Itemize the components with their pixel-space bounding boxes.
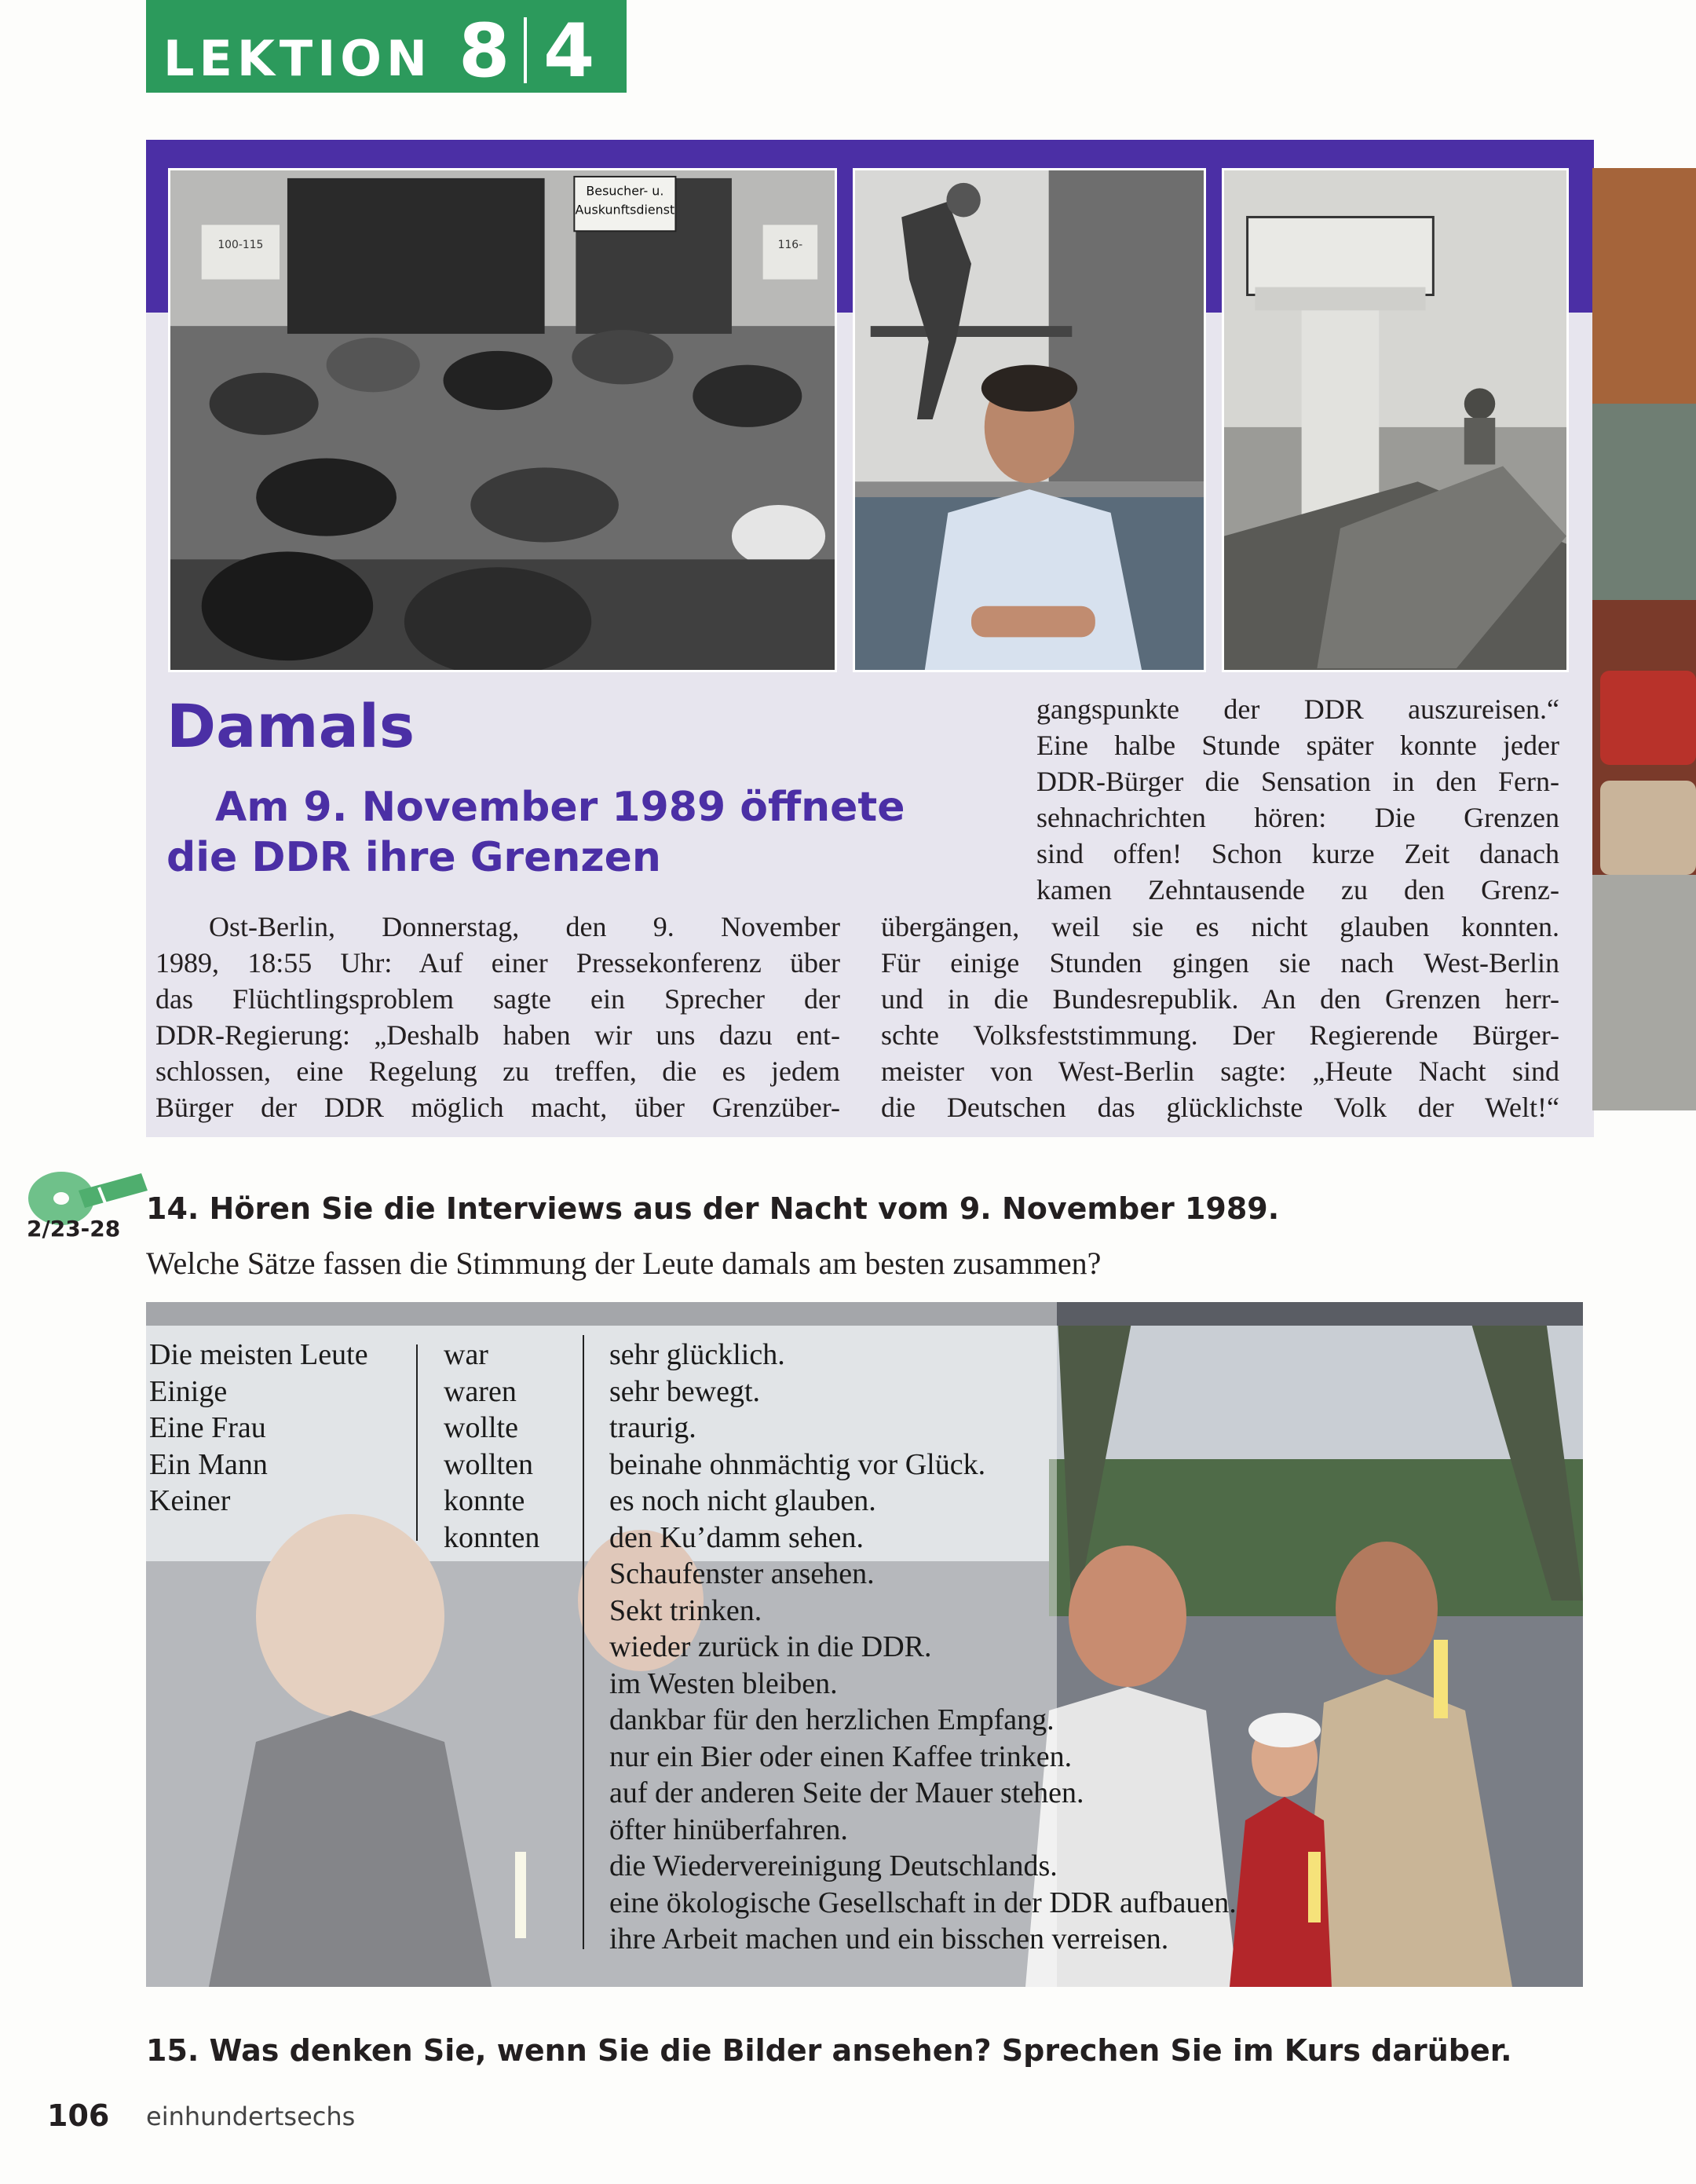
audio-track-label: 2/23-28 (27, 1216, 121, 1242)
text-line: DDR-Bürger die Sensation in den Fern- (1036, 766, 1559, 797)
article-left-column (155, 909, 840, 1125)
complement-item: dankbar für den herzlichen Empfang. (609, 1703, 1055, 1736)
complement-item: den Ku’damm sehen. (609, 1520, 864, 1554)
photo-crowd-at-office (168, 168, 837, 672)
lesson-header-tab (146, 0, 627, 93)
subject-column (149, 1337, 368, 1520)
complement-item: die Wiedervereinigung Deutschlands. (609, 1849, 1058, 1882)
complement-item: im Westen bleiben. (609, 1666, 838, 1700)
text-line: kamen Zehntausende zu den Grenz- (1036, 874, 1559, 905)
complement-item: nur ein Bier oder einen Kaffee trinken. (609, 1740, 1073, 1773)
page-number: 106 (47, 2098, 110, 2133)
sign-text-top: Besucher- u. (586, 183, 664, 199)
subject-item: Keiner (149, 1484, 231, 1517)
text-line: und in die Bundesrepublik. An den Grenzen herr- (881, 983, 1559, 1015)
complement-item: traurig. (609, 1411, 696, 1444)
complement-item: es noch nicht glauben. (609, 1484, 876, 1517)
column-divider (416, 1344, 418, 1541)
article-subtitle (166, 782, 1007, 883)
exercise-15-title: 15. Was denken Sie, wenn Sie die Bilder ansehen? Sprechen Sie im Kurs darüber. (146, 2033, 1512, 2068)
text-line: schlossen, eine Regelung zu treffen, die es jedem (155, 1055, 840, 1087)
photo-watchtower (1222, 168, 1569, 672)
complement-item: beinahe ohnmächtig vor Glück. (609, 1447, 986, 1481)
exercise-14-title: 14. Hören Sie die Interviews aus der Nacht vom 9. November 1989. (146, 1191, 1280, 1226)
complement-item: eine ökologische Gesellschaft in der DDR aufbauen. (609, 1886, 1237, 1919)
article-title: Damals (166, 691, 415, 761)
complement-item: sehr bewegt. (609, 1374, 761, 1408)
text-line: Bürger der DDR möglich macht, über Grenzüber- (155, 1092, 840, 1123)
complement-item: öfter hinüberfahren. (609, 1813, 848, 1846)
verb-item: waren (444, 1374, 517, 1408)
complement-item: wieder zurück in die DDR. (609, 1630, 932, 1663)
complement-item: Sekt trinken. (609, 1593, 762, 1627)
door-sign-right: 116- (777, 239, 803, 252)
text-line: DDR-Regierung: „Deshalb haben wir uns dazu ent- (155, 1019, 840, 1051)
text-line: gangspunkte der DDR auszureisen.“ (1036, 693, 1559, 725)
page-number-words: einhundertsechs (146, 2102, 356, 2131)
subject-item: Einige (149, 1374, 228, 1408)
photo-traffic-edge (1592, 168, 1696, 1110)
verb-item: konnten (444, 1520, 540, 1554)
text-line: 1989, 18:55 Uhr: Auf einer Pressekonferenz über (155, 947, 840, 979)
article-right-column-bottom (881, 909, 1559, 1125)
exercise-14-instruction: Welche Sätze fassen die Stimmung der Leute damals am besten zusammen? (146, 1246, 1102, 1281)
verb-item: wollten (444, 1447, 533, 1481)
subject-item: Ein Mann (149, 1447, 268, 1481)
text-line: das Flüchtlingsproblem sagte ein Sprecher der (155, 983, 840, 1015)
complement-item: sehr glücklich. (609, 1338, 785, 1371)
text-line: sind offen! Schon kurze Zeit danach (1036, 838, 1559, 869)
chapter-number: 8 (459, 9, 510, 94)
column-divider (583, 1335, 584, 1949)
subject-item: Die meisten Leute (149, 1338, 368, 1371)
photo-soldier-and-man (853, 168, 1206, 672)
subtitle-line-2: die DDR ihre Grenzen (166, 834, 661, 881)
verb-column (444, 1337, 539, 1556)
subtitle-line-1: Am 9. November 1989 öffnete (215, 784, 905, 831)
text-line: schte Volksfeststimmung. Der Regierende Bürger- (881, 1019, 1559, 1051)
article-right-column-top (1036, 691, 1559, 908)
text-line: die Deutschen das glücklichste Volk der Welt!“ (881, 1092, 1559, 1123)
subject-item: Eine Frau (149, 1411, 266, 1444)
unit-number: 4 (543, 9, 595, 94)
lesson-label: LEKTION (163, 30, 432, 87)
verb-item: konnte (444, 1484, 525, 1517)
complement-item: ihre Arbeit machen und ein bisschen verreisen. (609, 1922, 1169, 1955)
text-line: meister von West-Berlin sagte: „Heute Nacht sind (881, 1055, 1559, 1087)
text-line: Ost-Berlin, Donnerstag, den 9. November (209, 911, 840, 942)
complement-column (609, 1337, 1237, 1958)
complement-item: Schaufenster ansehen. (609, 1557, 875, 1590)
header-divider (524, 17, 527, 83)
text-line: Eine halbe Stunde später konnte jeder (1036, 730, 1559, 761)
text-line: Für einige Stunden gingen sie nach West-Berlin (881, 947, 1559, 979)
complement-item: auf der anderen Seite der Mauer stehen. (609, 1776, 1084, 1809)
verb-item: wollte (444, 1411, 518, 1444)
text-line: sehnachrichten hören: Die Grenzen (1036, 802, 1559, 833)
verb-item: war (444, 1338, 488, 1371)
door-sign-left: 100-115 (217, 239, 264, 252)
sign-text-bottom: Auskunftsdienst (575, 202, 675, 218)
text-line: übergängen, weil sie es nicht glauben konnten. (881, 911, 1559, 942)
